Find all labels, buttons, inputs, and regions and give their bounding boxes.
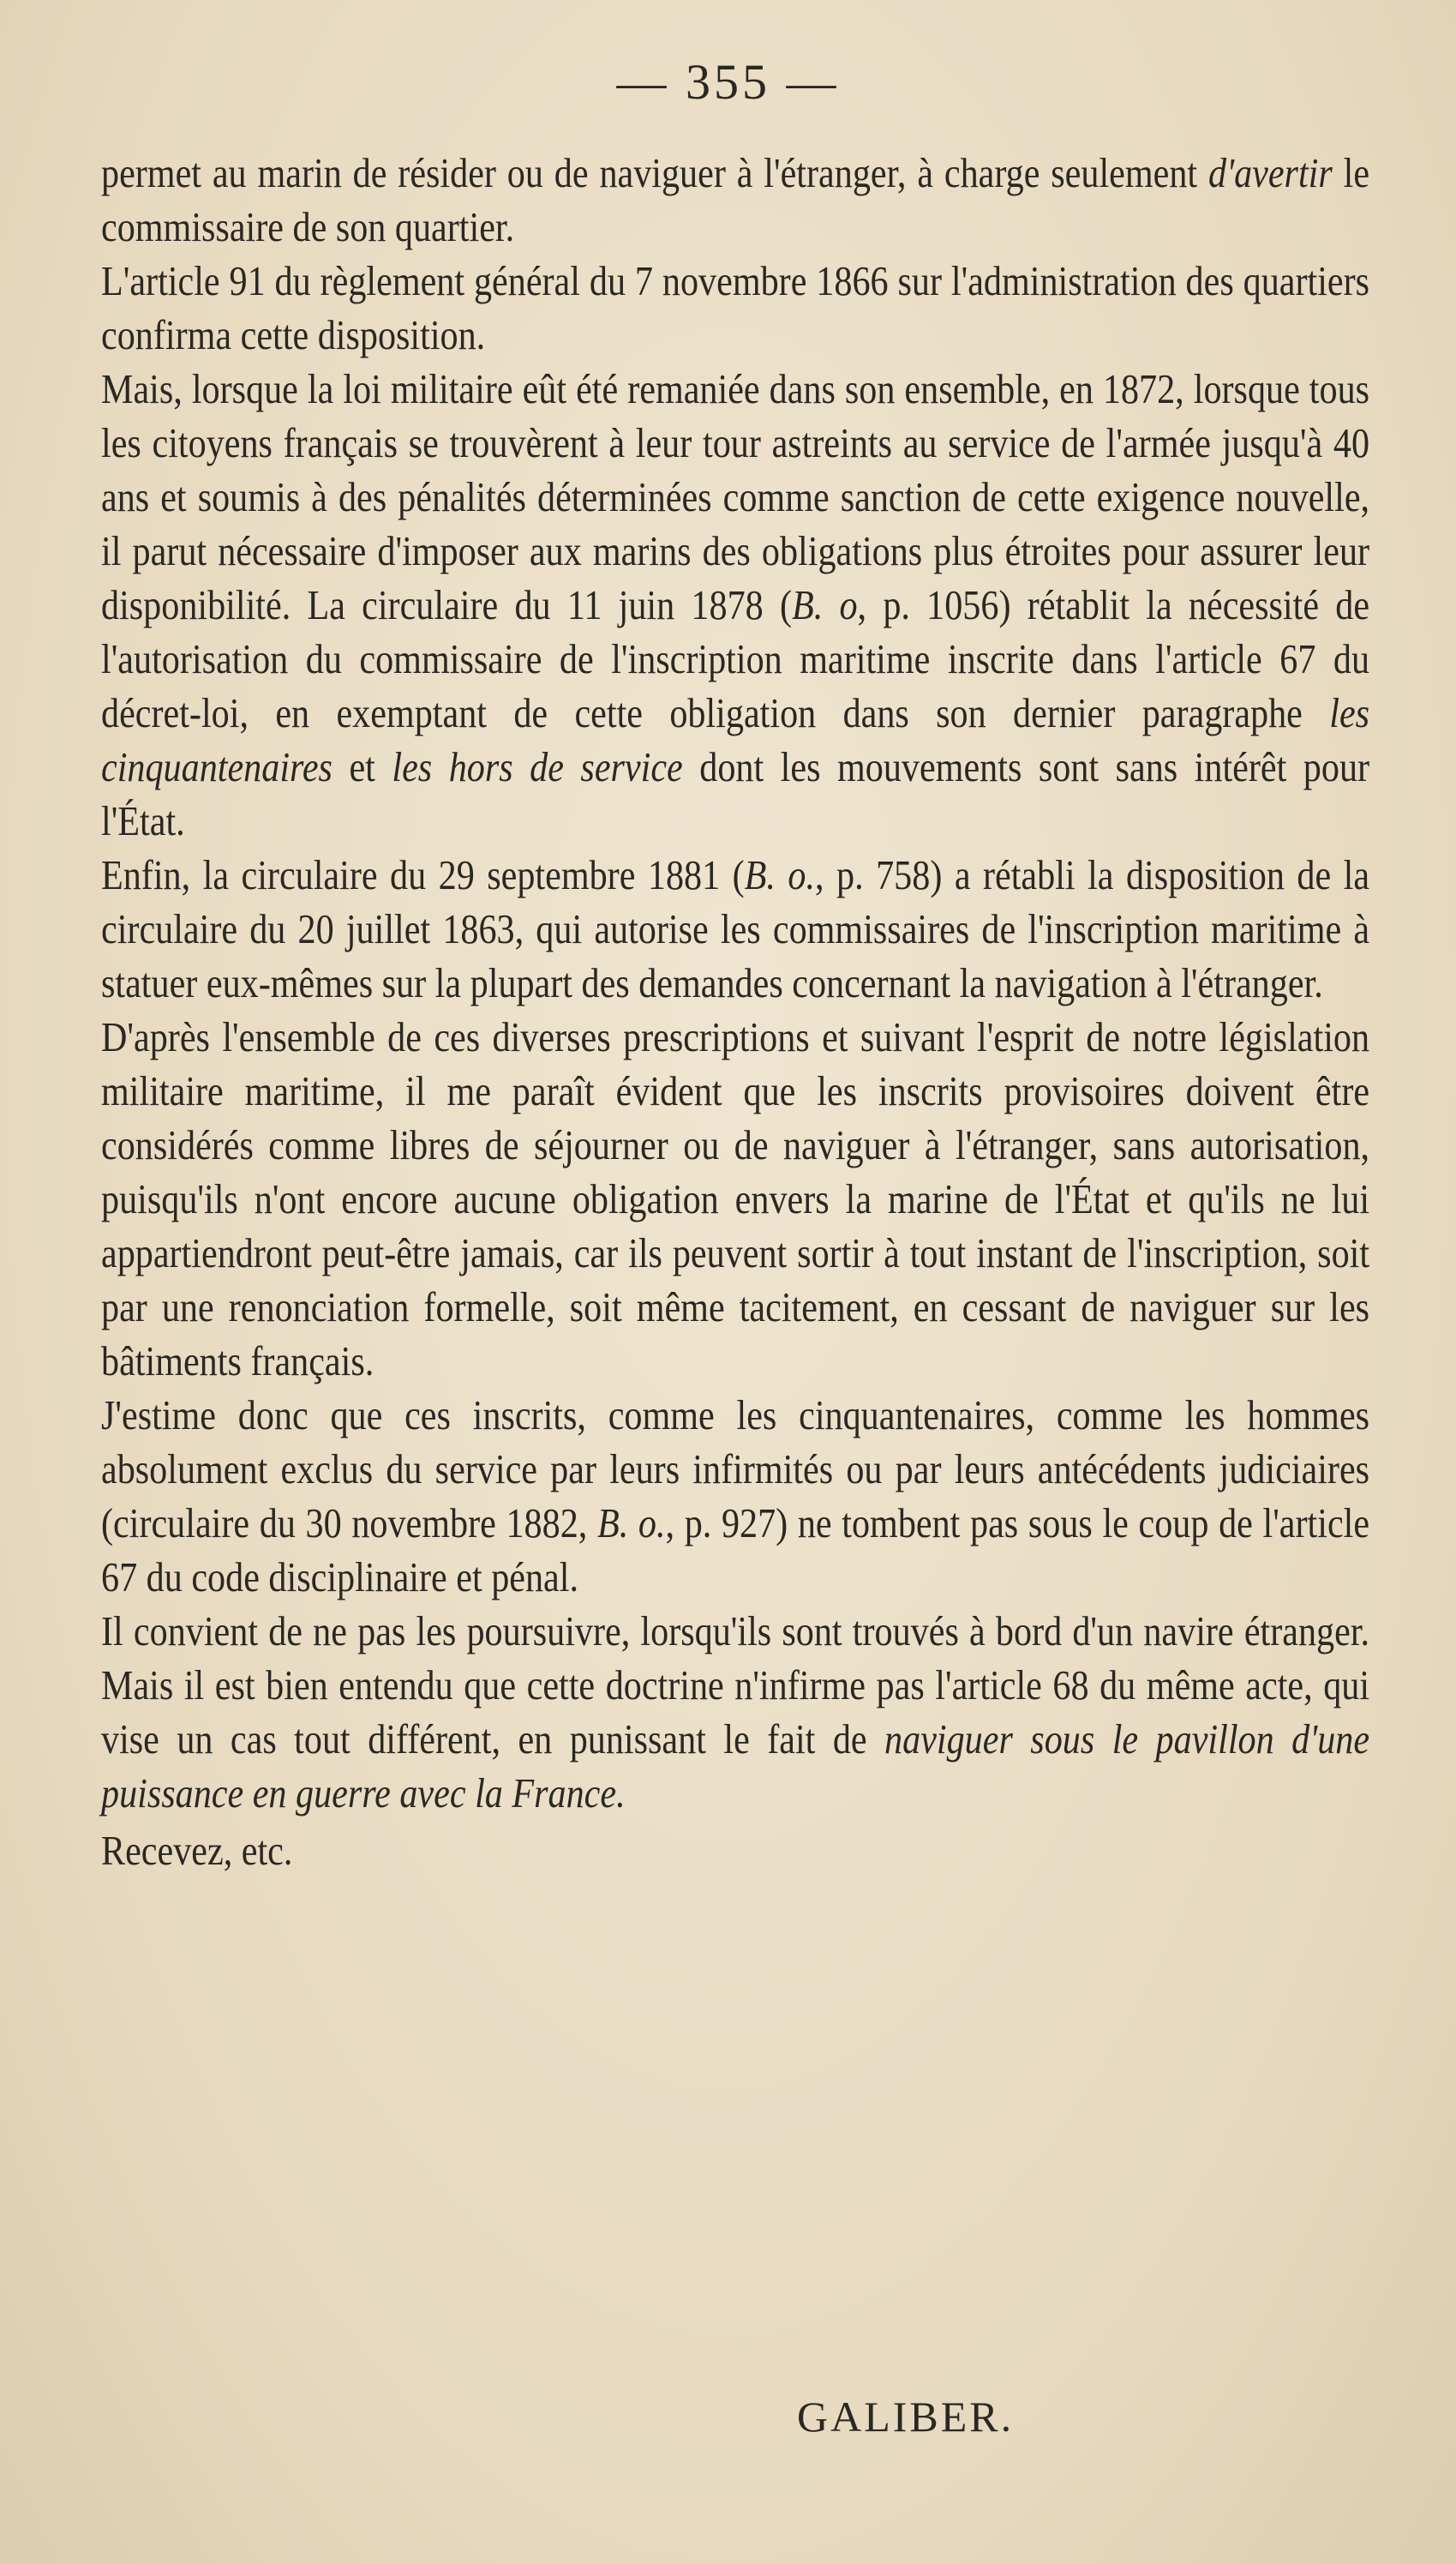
text-run: J'estime donc que ces inscrits, comme les cinquantenaires, comme les hommes absolument exclus du service par leurs infirmités ou par leurs antécédents judiciaires (circulaire du 30 novembre 1882, bbox=[101, 1391, 1370, 1546]
page-number-header: — 355 — bbox=[616, 54, 840, 110]
text-run: L'article 91 du règlement général du 7 novembre 1866 sur l'administration des quartiers confirma cette disposition. bbox=[101, 257, 1370, 358]
text-run: , p. 927) ne tombent pas sous le coup de l'article 67 du code disciplinaire et pénal. bbox=[101, 1499, 1370, 1600]
italic-text: naviguer sous le pavillon d'une puissance en guerre avec la France. bbox=[101, 1715, 1370, 1816]
paragraph bbox=[101, 362, 1369, 848]
italic-text: les hors de service bbox=[392, 743, 683, 790]
text-run: D'après l'ensemble de ces diverses prescriptions et suivant l'esprit de notre législation militaire maritime, il me paraît évident que les inscrits provisoires doivent être considérés comme libres de séjourner ou de naviguer à l'étranger, sans autorisation, puisqu'ils n'ont encore aucune obligation envers la marine de l'État et qu'ils ne lui appartiendront peut-être jamais, car ils peuvent sortir à tout instant de l'inscription, soit par une renonciation formelle, soit même tacitement, en cessant de naviguer sur les bâtiments français. bbox=[101, 1013, 1370, 1384]
text-run: et bbox=[332, 743, 392, 790]
italic-text: les cinquantenaires bbox=[101, 689, 1370, 790]
paragraph bbox=[101, 1823, 1369, 1877]
text-run: dont les mouvements sont sans intérêt pour l'État. bbox=[101, 743, 1370, 844]
paragraph bbox=[101, 848, 1369, 1010]
text-run: Il convient de ne pas les poursuivre, lorsqu'ils sont trouvés à bord d'un navire étranger. Mais il est bien entendu que cette doctrine n'infirme pas l'article 68 du même acte, qui vise un cas tout différent, en punissant le fait de bbox=[101, 1607, 1370, 1762]
text-run: le commissaire de son quartier. bbox=[101, 149, 1370, 250]
paragraph bbox=[101, 1010, 1369, 1388]
text-run: Enfin, la circulaire du 29 septembre 1881 ( bbox=[101, 851, 745, 898]
paragraph bbox=[101, 146, 1369, 254]
paragraph bbox=[101, 1604, 1369, 1820]
paragraph bbox=[101, 1388, 1369, 1604]
text-run: permet au marin de résider ou de naviguer à l'étranger, à charge seulement bbox=[101, 149, 1209, 196]
italic-text: B. o. bbox=[596, 1499, 666, 1546]
text-run: , p. 758) a rétabli la disposition de la circulaire du 20 juillet 1863, qui autorise les commissaires de l'inscription maritime à statuer eux-mêmes sur la plupart des demandes concernant la navigation à l'étranger. bbox=[101, 851, 1370, 1006]
signature: GALIBER. bbox=[797, 2393, 1015, 2441]
italic-text: B. o. bbox=[744, 851, 816, 898]
paragraph bbox=[101, 254, 1369, 362]
text-run: Mais, lorsque la loi militaire eût été remaniée dans son ensemble, en 1872, lorsque tous les citoyens français se trouvèrent à leur tour astreints au service de l'armée jusqu'à 40 ans et soumis à des pénalités déterminées comme sanction de cette exigence nouvelle, il parut nécessaire d'imposer aux marins des obligations plus étroites pour assurer leur disponibilité. La circulaire du 11 juin 1878 ( bbox=[101, 365, 1370, 628]
body-text bbox=[101, 146, 1369, 1877]
italic-text: d'avertir bbox=[1208, 149, 1333, 196]
text-run: , p. 1056) rétablit la nécessité de l'autorisation du commissaire de l'inscription maritime inscrite dans l'article 67 du décret-loi, en exemptant de cette obligation dans son dernier paragraphe bbox=[101, 581, 1370, 736]
italic-text: B. o bbox=[791, 581, 858, 628]
text-run: Recevez, etc. bbox=[101, 1827, 293, 1874]
